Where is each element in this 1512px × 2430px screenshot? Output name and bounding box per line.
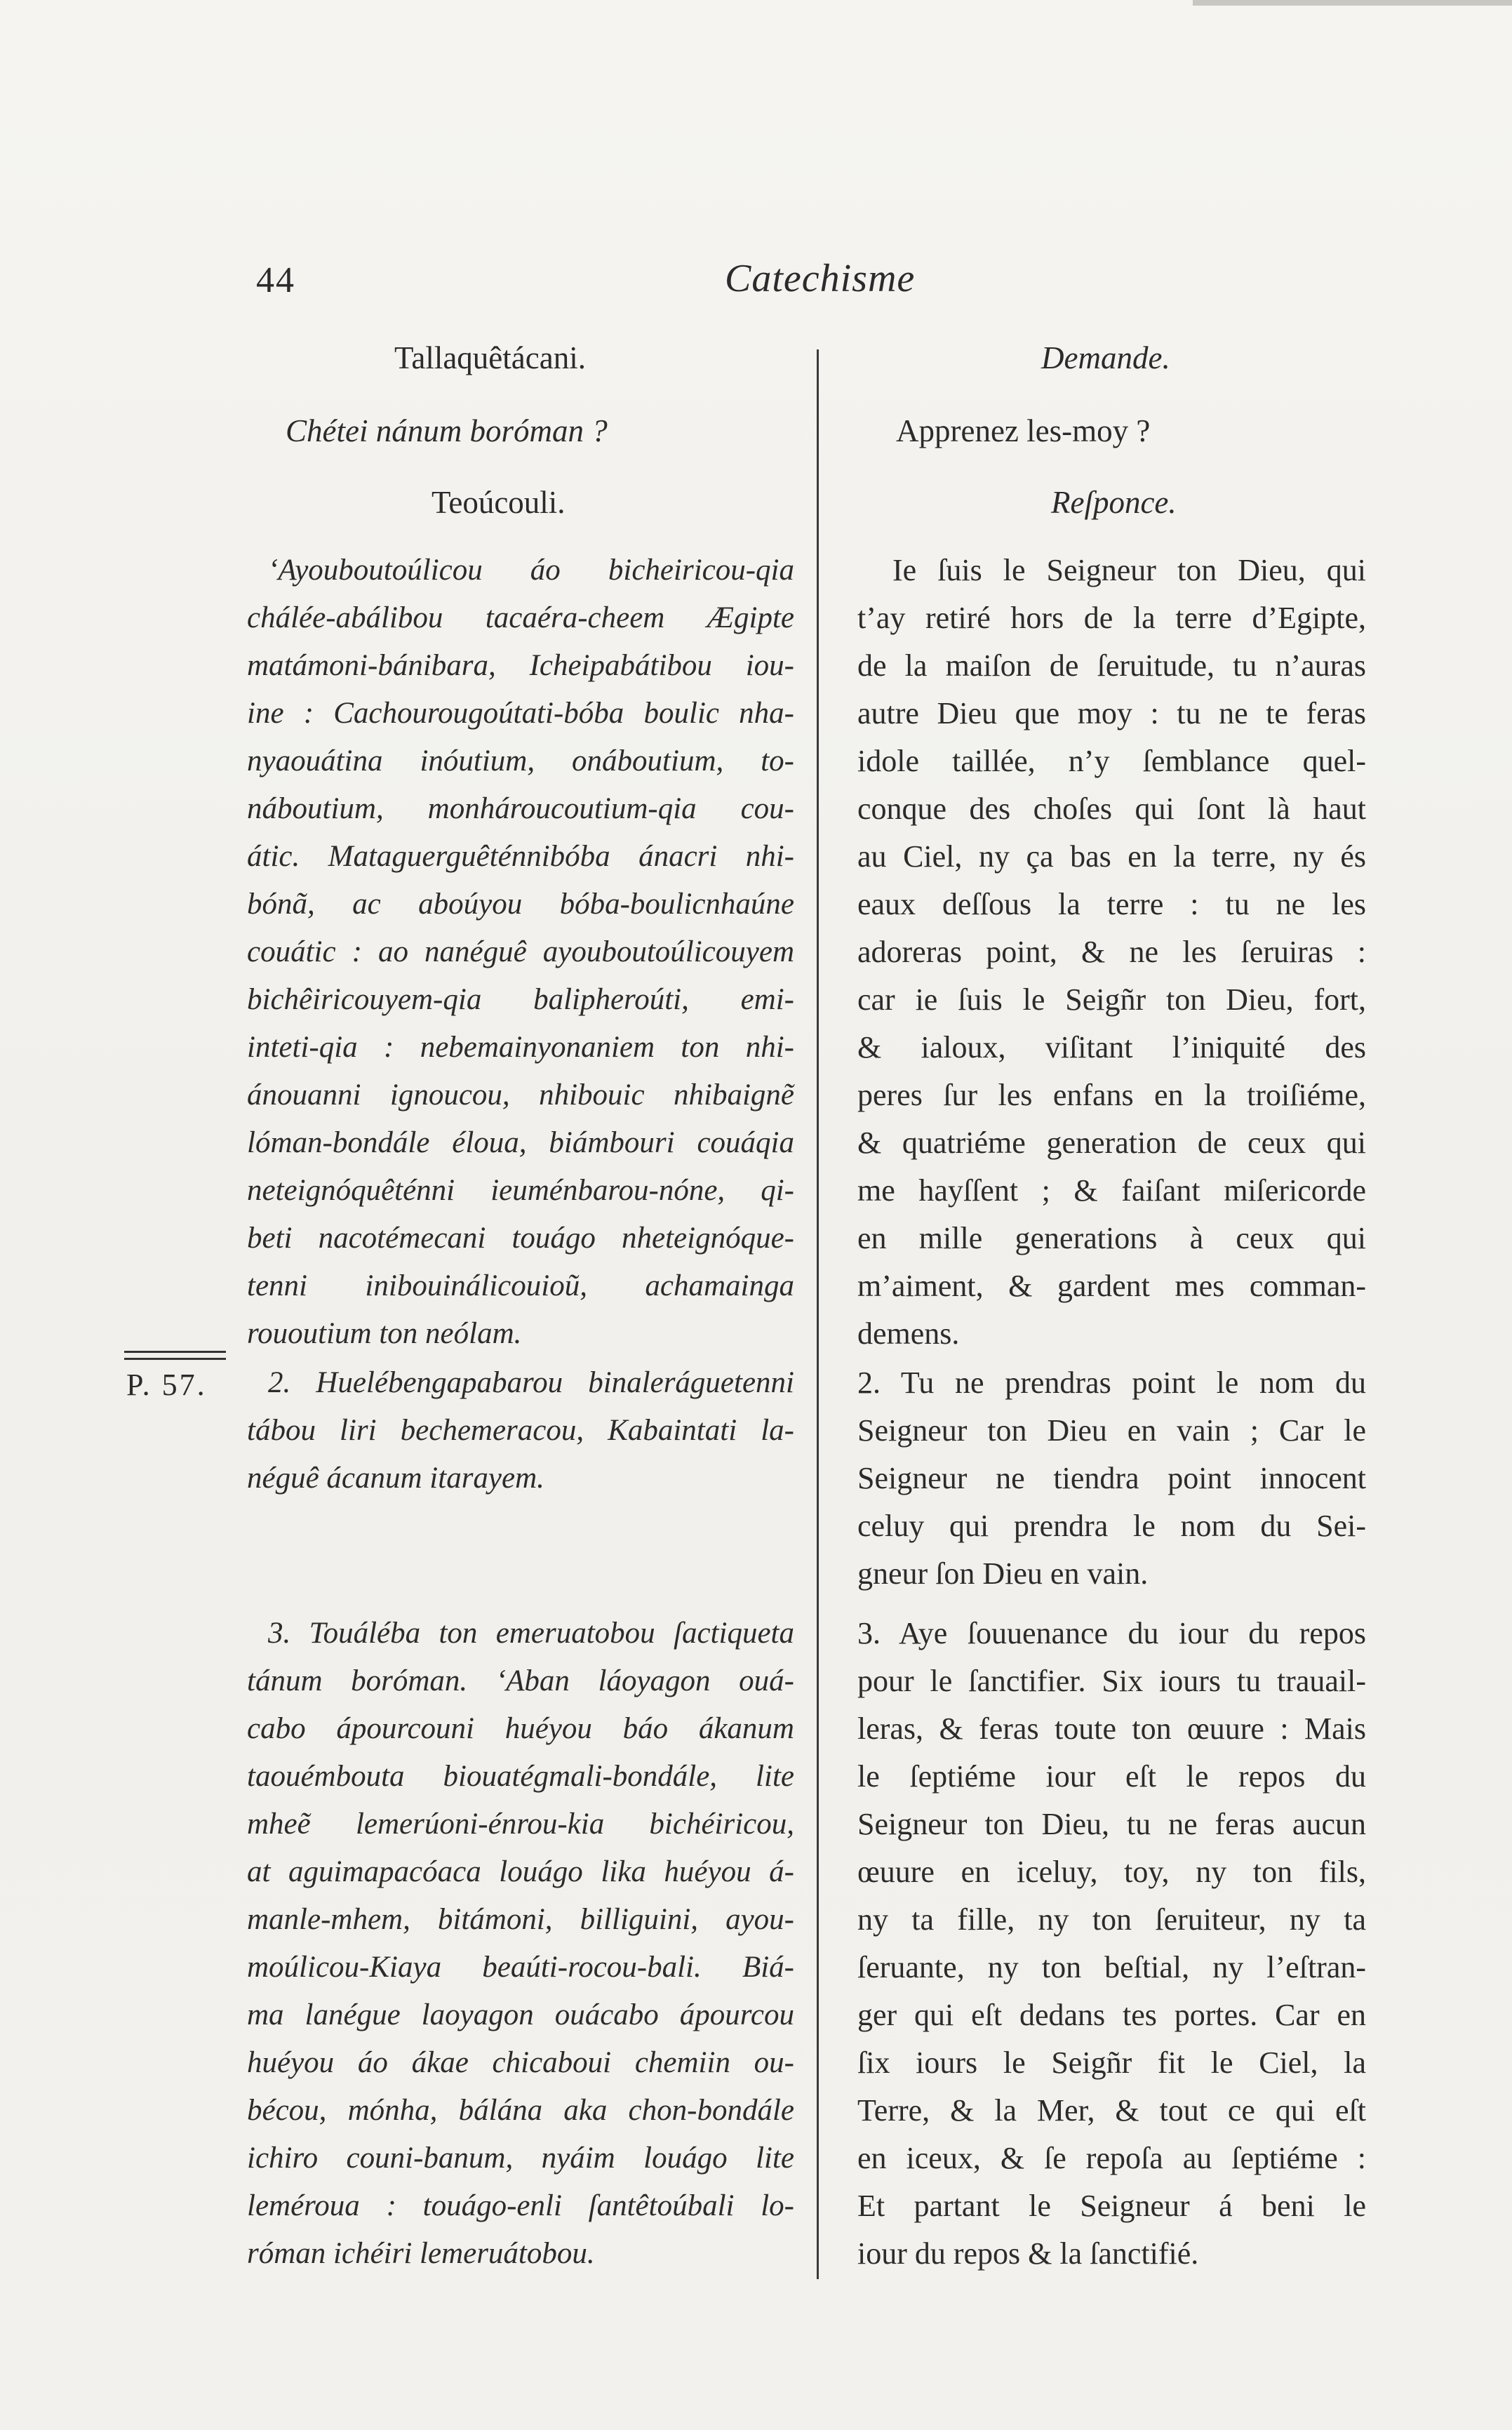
text-line: huéyou áo ákae chicaboui chemiin ou-: [247, 2046, 794, 2079]
text-line: átic. Mataguerguêténnibóba ánacri nhi-: [247, 840, 794, 873]
text-line: conque des choſes qui ſont là haut: [857, 792, 1366, 826]
text-line: en iceux, & ſe repoſa au ſeptiéme :: [857, 2141, 1366, 2175]
text-line: 2. Tu ne prendras point le nom du: [857, 1366, 1366, 1400]
text-line: Seigneur ne tiendra point innocent: [857, 1461, 1366, 1495]
page-edge-shadow: [1193, 0, 1512, 6]
text-line: m’aiment, & gardent mes comman-: [857, 1269, 1366, 1303]
text-line: iour du repos & la ſanctifié.: [857, 2236, 1199, 2271]
text-line: idole taillée, n’y ſemblance quel-: [857, 744, 1366, 778]
text-line: Seigneur ton Dieu en vain ; Car le: [857, 1413, 1366, 1448]
text-line: cabo ápourcouni huéyou báo ákanum: [247, 1712, 794, 1745]
text-line: lóman-bondále éloua, biámbouri couáqia: [247, 1126, 794, 1159]
text-line: ſeruante, ny ton beſtial, ny l’eſtran-: [857, 1950, 1366, 1984]
column-divider: [817, 349, 819, 2279]
right-heading-3: Reſponce.: [1051, 485, 1177, 520]
text-line: de la maiſon de ſeruitude, tu n’auras: [857, 648, 1366, 683]
page-number: 44: [256, 260, 295, 300]
text-line: demens.: [857, 1316, 960, 1351]
text-line: náboutium, monhároucoutium-qia cou-: [247, 792, 794, 825]
text-line: tánum boróman. ‘Aban láoyagon ouá-: [247, 1664, 794, 1697]
text-line: 3. Touáléba ton emeruatobou ſactiqueta: [268, 1617, 794, 1650]
text-line: chálée-abálibou tacaéra-cheem Ægipte: [247, 601, 794, 634]
text-line: 3. Aye ſouuenance du iour du repos: [857, 1616, 1366, 1650]
text-line: moúlicou-Kiaya beaúti-rocou-bali. Biá-: [247, 1951, 794, 1984]
text-line: gneur ſon Dieu en vain.: [857, 1556, 1149, 1591]
text-line: en mille generations à ceux qui: [857, 1221, 1366, 1255]
text-line: at aguimapacóaca louágo lika huéyou á-: [247, 1855, 794, 1888]
text-line: & ialoux, viſitant l’iniquité des: [857, 1030, 1366, 1064]
text-line: ichiro couni-banum, nyáim louágo lite: [247, 2142, 794, 2175]
text-line: au Ciel, ny ça bas en la terre, ny és: [857, 839, 1366, 874]
text-line: Et partant le Seigneur á beni le: [857, 2189, 1366, 2223]
right-heading-2: Apprenez les-moy ?: [896, 413, 1151, 448]
left-heading-2: Chétei nánum boróman ?: [286, 413, 608, 448]
text-line: ſix iours le Seigñr fit le Ciel, la: [857, 2045, 1366, 2080]
text-line: rououtium ton neólam.: [247, 1317, 522, 1350]
text-line: Seigneur ton Dieu, tu ne feras aucun: [857, 1807, 1366, 1841]
text-line: róman ichéiri lemeruátobou.: [247, 2237, 595, 2270]
text-line: couátic : ao nanéguê ayouboutoúlicouyem: [247, 935, 794, 968]
text-line: leméroua : touágo-enli ſantêtoúbali lo-: [247, 2189, 794, 2222]
text-line: eaux deſſous la terre : tu ne les: [857, 887, 1366, 921]
text-line: autre Dieu que moy : tu ne te feras: [857, 696, 1366, 730]
text-line: matámoni-bánibara, Icheipabátibou iou-: [247, 649, 794, 682]
left-heading-3: Teoúcouli.: [431, 485, 566, 520]
text-line: t’ay retiré hors de la terre d’Egipte,: [857, 601, 1366, 635]
text-line: taouémbouta biouatégmali-bondále, lite: [247, 1760, 794, 1793]
text-line: me hayſſent ; & faiſant miſericorde: [857, 1173, 1366, 1208]
margin-page-reference: P. 57.: [126, 1368, 207, 1402]
text-line: leras, & feras toute ton œuure : Mais: [857, 1711, 1366, 1746]
text-line: peres ſur les enfans en la troiſiéme,: [857, 1078, 1366, 1112]
text-line: ine : Cachourougoútati-bóba boulic nha-: [247, 697, 794, 730]
text-line: celuy qui prendra le nom du Sei-: [857, 1509, 1366, 1543]
text-line: ny ta fille, ny ton ſeruiteur, ny ta: [857, 1902, 1366, 1937]
text-line: ma lanégue laoyagon ouácabo ápourcou: [247, 1998, 794, 2031]
text-line: Ie ſuis le Seigneur ton Dieu, qui: [892, 553, 1366, 587]
text-line: mheẽ lemerúoni-énrou-kia bichéiricou,: [247, 1808, 794, 1841]
text-line: bichêiricouyem-qia balipheroúti, emi-: [247, 983, 794, 1016]
text-line: beti nacotémecani touágo nheteignóque-: [247, 1222, 794, 1255]
text-line: Terre, & la Mer, & tout ce qui eſt: [857, 2093, 1366, 2128]
text-line: œuure en iceluy, toy, ny ton fils,: [857, 1855, 1366, 1889]
text-line: & quatriéme generation de ceux qui: [857, 1126, 1366, 1160]
text-line: adoreras point, & ne les ſeruiras :: [857, 935, 1366, 969]
text-line: manle-mhem, bitámoni, billiguini, ayou-: [247, 1903, 794, 1936]
text-line: néguê ácanum itarayem.: [247, 1462, 544, 1495]
text-line: pour le ſanctifier. Six iours tu trauail-: [857, 1664, 1366, 1698]
text-line: ‘Ayouboutoúlicou áo bicheiricou-qia: [268, 554, 794, 587]
text-line: ger qui eſt dedans tes portes. Car en: [857, 1998, 1366, 2032]
text-line: bécou, mónha, bálána aka chon-bondále: [247, 2094, 794, 2127]
text-line: ánouanni ignoucou, nhibouic nhibaignẽ: [247, 1079, 794, 1111]
text-line: tenni inibouinálicouioũ, achamainga: [247, 1269, 794, 1302]
running-title: Catechisme: [725, 257, 916, 300]
left-heading-1: Tallaquêtácani.: [394, 340, 586, 375]
margin-rule-lower: [124, 1358, 226, 1360]
text-line: 2. Huelébengapabarou binaleráguetenni: [268, 1366, 794, 1399]
text-line: neteignóquêténni ieuménbarou-nóne, qi-: [247, 1174, 794, 1207]
text-line: car ie ſuis le Seigñr ton Dieu, fort,: [857, 982, 1366, 1017]
right-heading-1: Demande.: [1041, 340, 1170, 375]
text-line: le ſeptiéme iour eſt le repos du: [857, 1759, 1366, 1794]
text-line: tábou liri bechemeracou, Kabaintati la-: [247, 1414, 794, 1447]
margin-rule-upper: [124, 1351, 226, 1353]
text-line: bónã, ac aboúyou bóba-boulicnhaúne: [247, 888, 794, 921]
text-line: inteti-qia : nebemainyonaniem ton nhi-: [247, 1031, 794, 1064]
text-line: nyaouátina inóutium, onáboutium, to-: [247, 745, 794, 777]
